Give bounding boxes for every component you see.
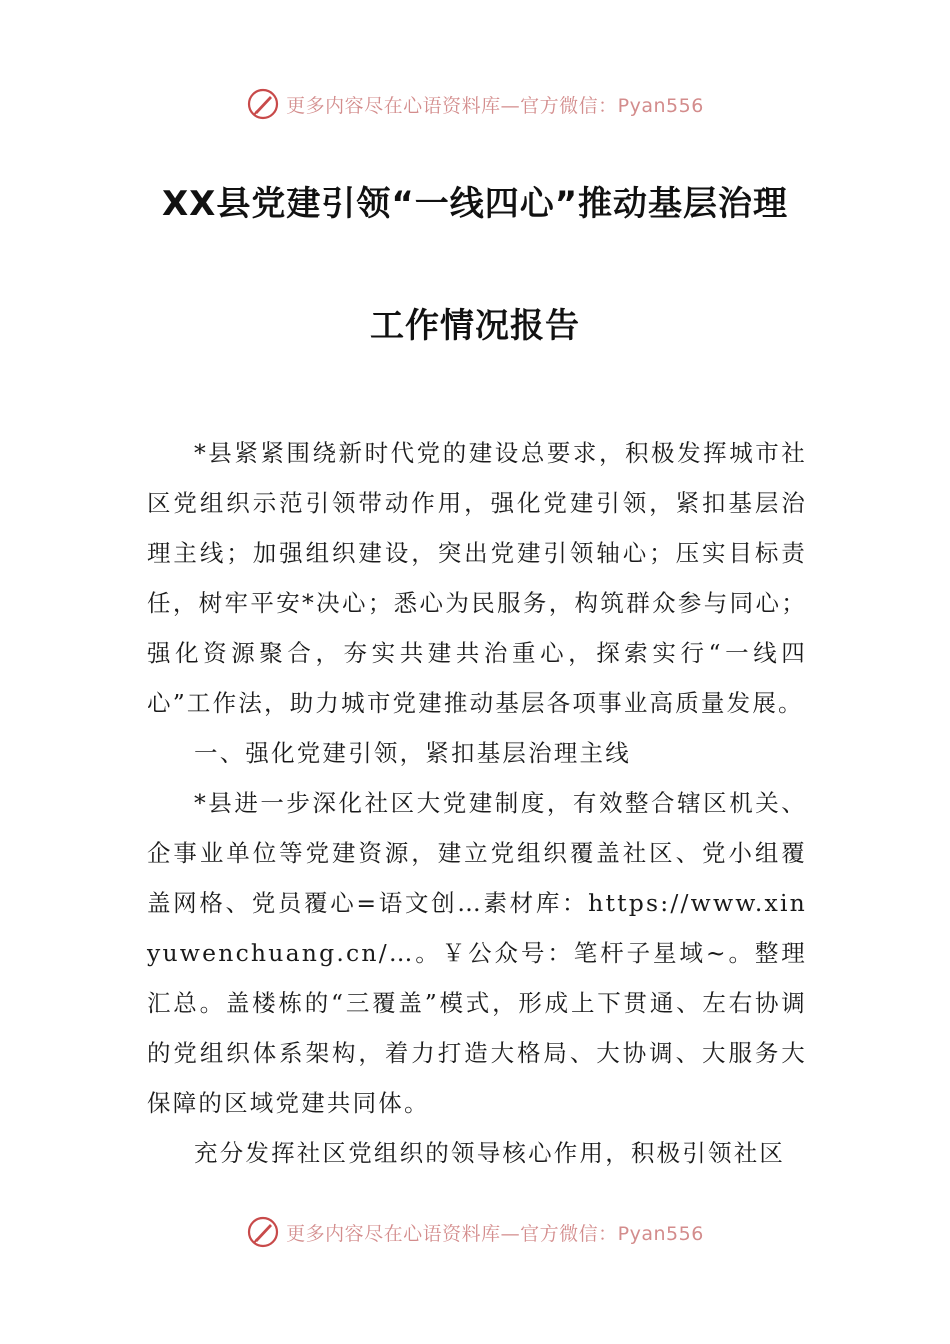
watermark-brand: Pyan556 [617, 1222, 704, 1245]
section-heading-1: 一、强化党建引领，紧扣基层治理主线 [194, 739, 631, 767]
watermark-brand: Pyan556 [617, 94, 704, 117]
quill-pen-logo-icon [246, 1215, 280, 1249]
document-body [147, 428, 807, 1178]
document-title-line2: 工作情况报告 [370, 306, 580, 346]
document-title-line1: XX县党建引领“一线四心”推动基层治理 [161, 184, 789, 224]
paragraph-section1: *县进一步深化社区大党建制度，有效整合辖区机关、企事业单位等党建资源，建立党组织覆盖社区、党小组覆盖网格、党员覆心=语文创…素材库：https://www.xinyuwenchuang.cn/…。￥公众号：笔杆子星域~。整理汇总。盖楼栋的“三覆盖”模式，形成上下贯通、左右协调的党组织体系架构，着力打造大格局、大协调、大服务大保障的区域党建共同体。 [147, 789, 807, 1117]
footer-watermark [0, 1212, 950, 1252]
watermark-text: 更多内容尽在心语资料库—官方微信：Pyan556 [286, 1222, 704, 1245]
paragraph-intro: *县紧紧围绕新时代党的建设总要求，积极发挥城市社区党组织示范引领带动作用，强化党建引领，紧扣基层治理主线；加强组织建设，突出党建引领轴心；压实目标责任，树牢平安*决心；悉心为民服务，构筑群众参与同心；强化资源聚合，夯实共建共治重心，探索实行“一线四心”工作法，助力城市党建推动基层各项事业高质量发展。 [147, 439, 807, 717]
header-watermark [0, 84, 950, 124]
quill-pen-logo-icon [246, 87, 280, 121]
paragraph-continued: 充分发挥社区党组织的领导核心作用，积极引领社区 [194, 1139, 786, 1167]
watermark-text: 更多内容尽在心语资料库—官方微信：Pyan556 [286, 94, 704, 117]
